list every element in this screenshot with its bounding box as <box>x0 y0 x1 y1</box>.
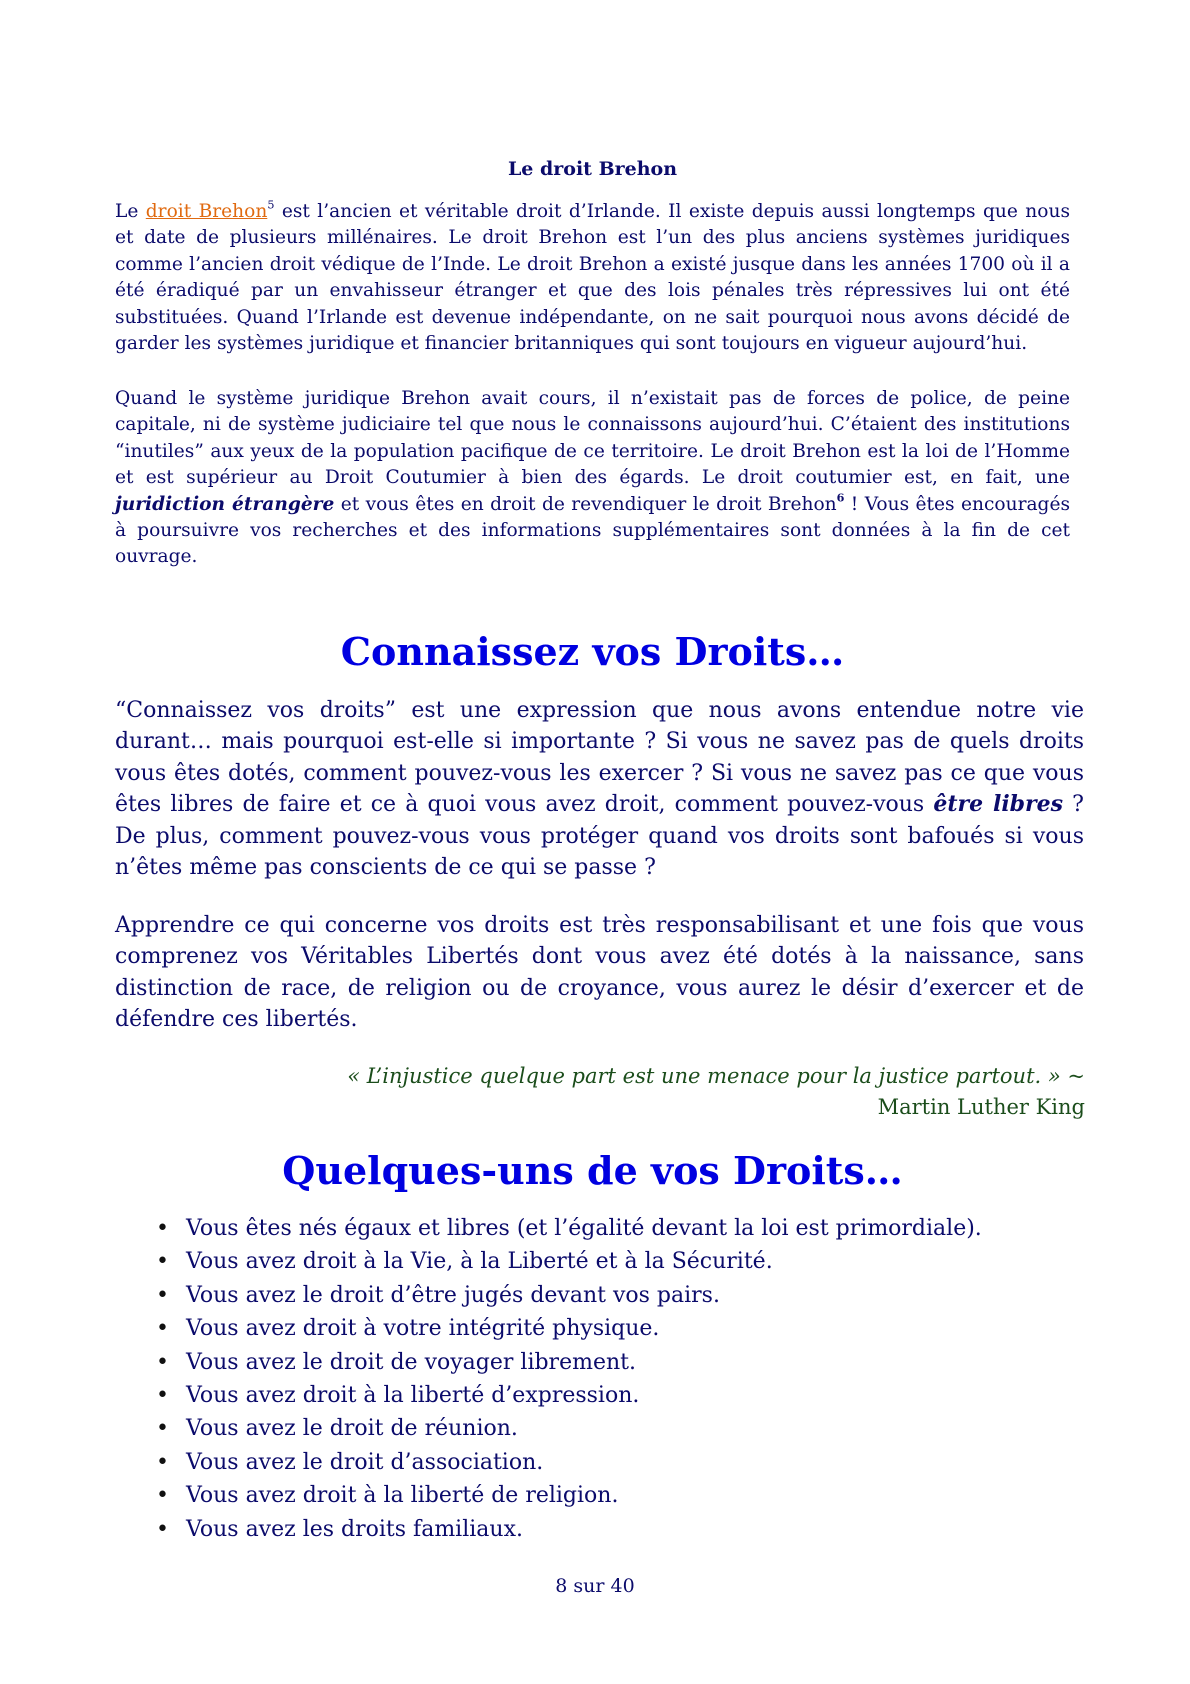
paragraph-text: est l’ancien et véritable droit d’Irlande. Il existe depuis aussi longtemps que nous et date de plusieurs millénaires. Le droit Brehon est l’un des plus anciens systèmes juridiques comme l’ancien droit védique de l’Inde. Le droit Brehon a existé jusque dans les années 1700 où il a été éradiqué par un envahisseur étranger et que des lois pénales très répressives lui ont été substituées. Quand l’Irlande est devenue indépendante, on ne sait pourquoi nous avons décidé de garder les systèmes juridique et financier britanniques qui sont toujours en vigueur aujourd’hui. <box>115 201 1070 355</box>
bullet-icon: • <box>156 1483 169 1509</box>
bullet-icon: • <box>156 1516 169 1542</box>
list-item <box>150 1212 982 1245</box>
bullet-icon: • <box>156 1349 169 1375</box>
footnote-ref-5[interactable]: 5 <box>267 198 275 212</box>
quote-author: Martin Luther King <box>877 1095 1085 1119</box>
bullet-icon: • <box>156 1216 169 1241</box>
list-item <box>150 1446 982 1479</box>
list-item <box>150 1279 982 1312</box>
list-item-text: Vous avez le droit de voyager librement. <box>186 1349 636 1375</box>
paragraph-text: ! Vous êtes encouragés à poursuivre vos recherches et des informations supplémentaires sont données à la fin de cet ouvrage. <box>115 493 1070 568</box>
paragraph-brehon-system <box>115 386 1070 571</box>
heading-quelques-uns-de-vos-droits: Quelques-uns de vos Droits… <box>282 1148 903 1193</box>
list-item <box>150 1412 982 1445</box>
list-item <box>150 1312 982 1345</box>
paragraph-learn-rights: Apprendre ce qui concerne vos droits est très responsabilisant et une fois que vous comprenez vos Véritables Libertés dont vous avez été dotés à la naissance, sans distinction de race, de religion ou de croyance, vous aurez le désir d’exercer et de défendre ces libertés. <box>115 913 1084 1033</box>
bullet-icon: • <box>156 1249 169 1275</box>
list-item-text: Vous avez droit à la Vie, à la Liberté et à la Sécurité. <box>186 1249 773 1275</box>
droit-brehon-link[interactable]: droit Brehon <box>145 201 268 222</box>
list-item-text: Vous avez le droit d’association. <box>186 1449 544 1475</box>
list-item-text: Vous avez droit à la liberté de religion. <box>186 1483 619 1509</box>
bullet-icon: • <box>156 1316 169 1342</box>
rights-list <box>150 1212 982 1546</box>
bullet-icon: • <box>156 1383 169 1409</box>
list-item-text: Vous avez le droit d’être jugés devant vos pairs. <box>186 1282 720 1308</box>
section-title: Le droit Brehon <box>507 158 678 180</box>
bullet-icon: • <box>156 1416 169 1442</box>
paragraph-text: ? De plus, comment pouvez-vous vous protéger quand vos droits sont bafoués si vous n’êtes même pas conscients de ce qui se passe ? <box>115 792 1084 881</box>
list-item-text: Vous avez droit à votre intégrité physique. <box>186 1316 660 1342</box>
paragraph-brehon-intro <box>115 199 1070 357</box>
list-item <box>150 1346 982 1379</box>
quote-text: « L’injustice quelque part est une menace pour la justice partout. » <box>347 1064 1061 1088</box>
bullet-icon: • <box>156 1282 169 1308</box>
quote-separator: ~ <box>1060 1064 1085 1088</box>
quote-block <box>285 1061 1085 1123</box>
heading-connaissez-vos-droits: Connaissez vos Droits… <box>340 629 845 674</box>
list-item-text: Vous avez les droits familiaux. <box>186 1516 523 1542</box>
footnote-ref-6[interactable]: 6 <box>836 491 845 505</box>
list-item <box>150 1379 982 1412</box>
bullet-icon: • <box>156 1449 169 1475</box>
paragraph-text: “Connaissez vos droits” est une expression que nous avons entendue notre vie durant… mais pourquoi est-elle si importante ? Si vous ne savez pas de quels droits vous êtes dotés, comment pouvez-vous les exercer ? Si vous ne savez pas ce que vous êtes libres de faire et ce à quoi vous avez droit, comment pouvez-vous <box>115 698 1084 818</box>
emphasis-text: juridiction étrangère <box>115 493 335 515</box>
paragraph-text: Le <box>115 201 146 222</box>
list-item <box>150 1245 982 1278</box>
emphasis-text: être libres <box>933 791 1064 818</box>
paragraph-text: Quand le système juridique Brehon avait cours, il n’existait pas de forces de police, de peine capitale, ni de système judiciaire tel que nous le connaissons aujourd’hui. C’étaient des institutions “inutiles” aux yeux de la population pacifique de ce territoire. Le droit Brehon est la loi de l’Homme et est supérieur au Droit Coutumier à bien des égards. Le droit coutumier est, en fait, une <box>115 388 1070 489</box>
list-item <box>150 1479 982 1512</box>
paragraph-text: et vous êtes en droit de revendiquer le droit Brehon <box>334 493 837 515</box>
page-number: 8 sur 40 <box>555 1575 635 1597</box>
list-item <box>150 1513 982 1546</box>
list-item-text: Vous avez le droit de réunion. <box>186 1416 518 1442</box>
list-item-text: Vous êtes nés égaux et libres (et l’égalité devant la loi est primordiale). <box>186 1216 982 1241</box>
paragraph-know-rights <box>115 695 1084 883</box>
list-item-text: Vous avez droit à la liberté d’expression. <box>186 1383 640 1409</box>
